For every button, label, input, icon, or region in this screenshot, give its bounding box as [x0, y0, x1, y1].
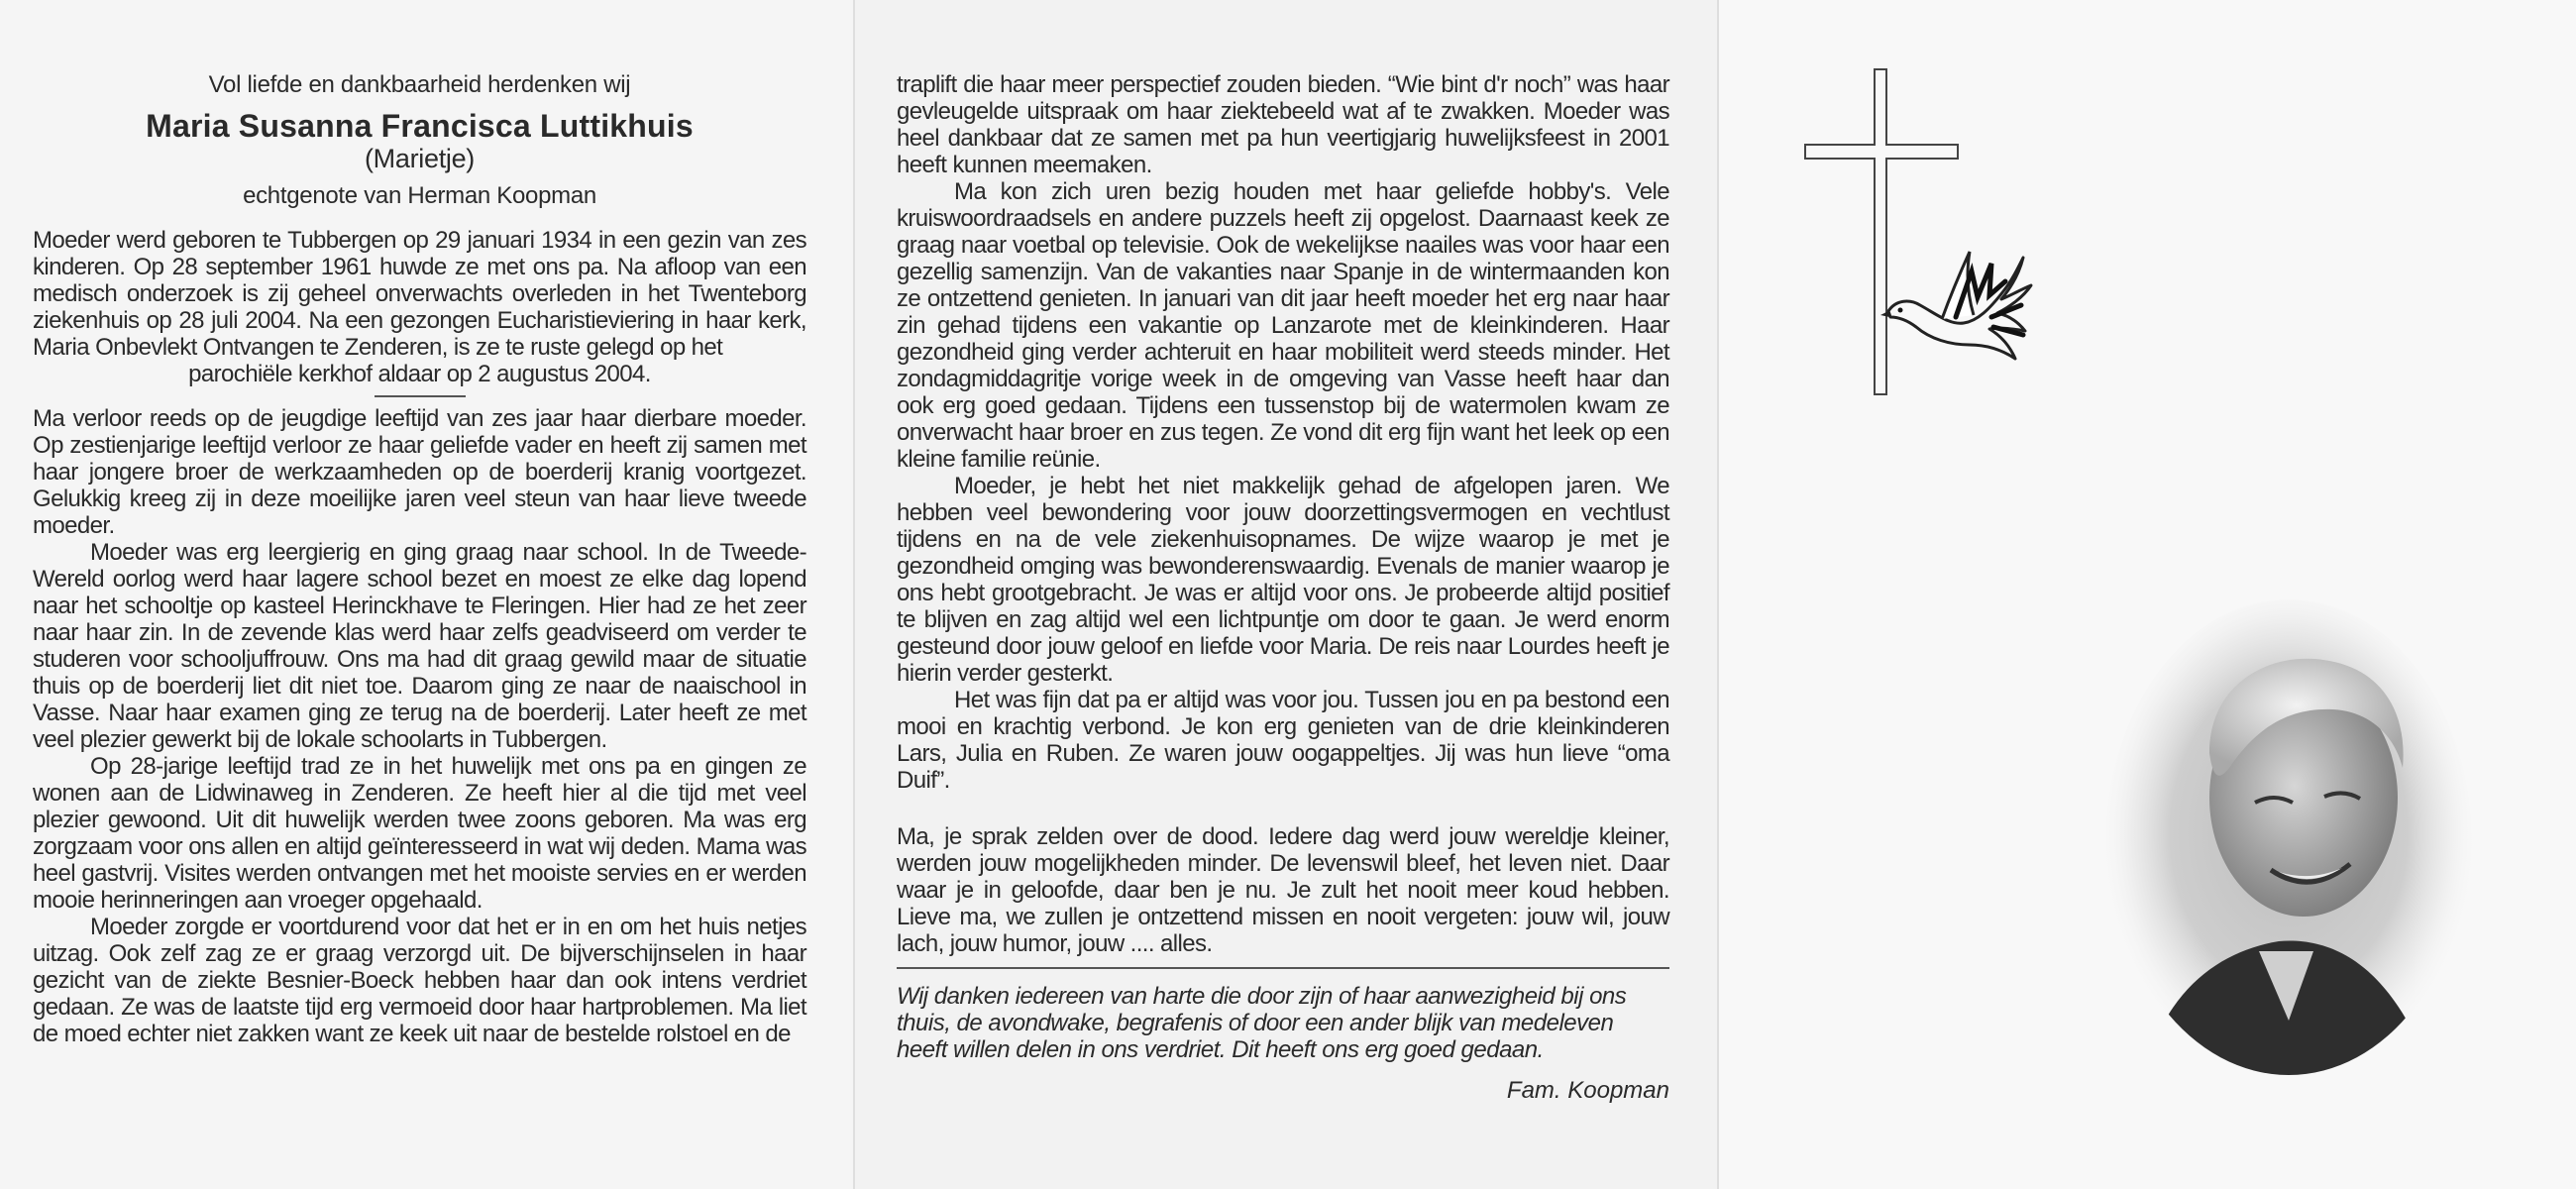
dove-icon	[1880, 252, 2031, 359]
thanks-note: Wij danken iedereen van harte die door zijn of haar aanwezigheid bij ons thuis, de avondwake, begrafenis of door een ander blijk van medeleven heeft willen delen in ons verdriet. Dit heeft ons erg goed gedaan.	[897, 983, 1627, 1063]
memory-paragraph: Moeder was erg leergierig en ging graag naar school. In de Tweede-Wereld oorlog werd haar lagere school bezet en moest ze elke dag lopend naar het schooltje op kasteel Herinckhave te Fleringen. Hier had ze het zeer naar haar zin. In de zevende klas werd haar zelfs geadviseerd om verder te studeren voor schooljuffrouw. Ons ma had dit graag gewild maar de situatie thuis op de boerderij liet dit niet toe. Daarom ging ze naar de naaischool in Vasse. Naar haar examen ging ze terug na de boerderij. Later heeft ze met veel plezier gewerkt bij de lokale schoolarts in Tubbergen.	[33, 539, 806, 753]
family-signature: Fam. Koopman	[1506, 1077, 1669, 1104]
fold-line-right	[1717, 0, 1719, 1189]
fold-line-left	[853, 0, 855, 1189]
intro-line: Vol liefde en dankbaarheid herdenken wij	[208, 71, 631, 98]
memory-paragraph: traplift die haar meer perspectief zouden bieden. “Wie bint d'r noch” was haar gevleugelde uitspraak om haar ziektebeeld wat af te zwakken. Moeder was heel dankbaar dat ze samen met pa hun veertigjarig huwelijksfeest in 2001 heeft kunnen meemaken.	[897, 71, 1669, 178]
paragraph-gap	[897, 794, 1669, 823]
bio-paragraph-last-line: parochiële kerkhof aldaar op 2 augustus 2004.	[188, 361, 651, 387]
cross-and-dove	[1793, 61, 2041, 408]
memory-paragraph: Op 28-jarige leeftijd trad ze in het huwelijk met ons pa en gingen ze wonen aan de Lidwinaweg in Zenderen. Ze heeft hier al die tijd met veel plezier gewoond. Uit dit huwelijk werden twee zoons geboren. Ma was erg zorgzaam voor ons allen en altijd geïnteresseerd in wat wij deden. Mama was heel gastvrij. Visites werden ontvangen met het mooiste servies en er werden mooie herinneringen aan vroeger opgehaald.	[33, 753, 806, 914]
left-text-column	[33, 71, 806, 1047]
cross-icon	[1805, 69, 1958, 394]
memory-paragraph: Het was fijn dat pa er altijd was voor jou. Tussen jou en pa bestond een mooi en krachtig verbond. Je kon erg genieten van de drie kleinkinderen Lars, Julia en Ruben. Ze waren jouw oogappeltjes. Jij was hun lieve “oma Duif”.	[897, 687, 1669, 794]
memory-paragraph: Ma kon zich uren bezig houden met haar geliefde hobby's. Vele kruiswoordraadsels en andere puzzels heeft zij opgelost. Daarnaast keek ze graag naar voetbal op televisie. Ook de wekelijkse naailes was voor haar een gezellig samenzijn. Van de vakanties naar Spanje in de wintermaanden kon ze ontzettend genieten. In januari van dit jaar heeft moeder het erg naar haar zin gehad tijdens een vakantie op Lanzarote met de kleinkinderen. Haar gezondheid ging verder achteruit en haar mobiliteit werd steeds minder. Het zondagmiddagritje vorige week in de omgeving van Vasse heeft haar dan ook erg goed gedaan. Tijdens een tussenstop bij de watermolen kwam ze onverwacht haar broer en zus tegen. Ze vond dit erg fijn want het leek op een kleine familie reünie.	[897, 178, 1669, 473]
middle-text-column	[897, 71, 1669, 1104]
memory-paragraph: Moeder, je hebt het niet makkelijk gehad de afgelopen jaren. We hebben veel bewondering voor jouw doorzettingsvermogen en vechtlust tijdens en na de vele ziekenhuisopnames. De wijze waarop je met je gezondheid omging was bewonderenswaardig. Evenals de manier waarop je ons hebt grootgebracht. Je was er altijd voor ons. Je probeerde altijd positief te blijven en zag altijd wel een lichtpuntje om door te gaan. Je werd enorm gesteund door jouw geloof en liefde voor Maria. De reis naar Lourdes heeft je hierin verder gesterkt.	[897, 473, 1669, 687]
spouse-line: echtgenote van Herman Koopman	[243, 182, 596, 209]
nickname: (Marietje)	[364, 144, 475, 173]
deceased-name: Maria Susanna Francisca Luttikhuis	[146, 108, 694, 144]
portrait-photo	[2100, 594, 2477, 1090]
bio-paragraph: Moeder werd geboren te Tubbergen op 29 januari 1934 in een gezin van zes kinderen. Op 28 september 1961 huwde ze met ons pa. Na afloop van een medisch onderzoek is zij geheel onverwachts overleden in het Twenteborg ziekenhuis op 28 juli 2004. Na een gezongen Eucharistieviering in haar kerk, Maria Onbevlekt Ontvangen te Zenderen, is ze te ruste gelegd op het	[33, 227, 806, 361]
memory-paragraph: Moeder zorgde er voortdurend voor dat het er in en om het huis netjes uitzag. Ook zelf zag ze er graag verzorgd uit. De bijverschijnselen in haar gezicht van de ziekte Besnier-Boeck hebben haar dan ook intens verdriet gedaan. Ze was de laatste tijd erg vermoeid door haar hartproblemen. Ma liet de moed echter niet zakken want ze keek uit naar de bestelde rolstoel en de	[33, 914, 806, 1047]
memory-paragraph: Ma verloor reeds op de jeugdige leeftijd van zes jaar haar dierbare moeder. Op zestienjarige leeftijd verloor ze haar geliefde vader en heeft zij samen met haar jongere broer de werkzaamheden op de boerderij kranig voortgezet. Gelukkig kreeg zij in deze moeilijke jaren veel steun van haar lieve tweede moeder.	[33, 405, 806, 539]
closing-paragraph: Ma, je sprak zelden over de dood. Iedere dag werd jouw wereldje kleiner, werden jouw mogelijkheden minder. De levenswil bleef, het leven niet. Daar waar je in geloofde, daar ben je nu. Je zult het nooit meer koud hebben. Lieve ma, we zullen je ontzettend missen en nooit vergeten: jouw wil, jouw lach, jouw humor, jouw .... alles.	[897, 823, 1669, 957]
divider-long	[897, 967, 1669, 969]
divider-short	[375, 395, 466, 397]
